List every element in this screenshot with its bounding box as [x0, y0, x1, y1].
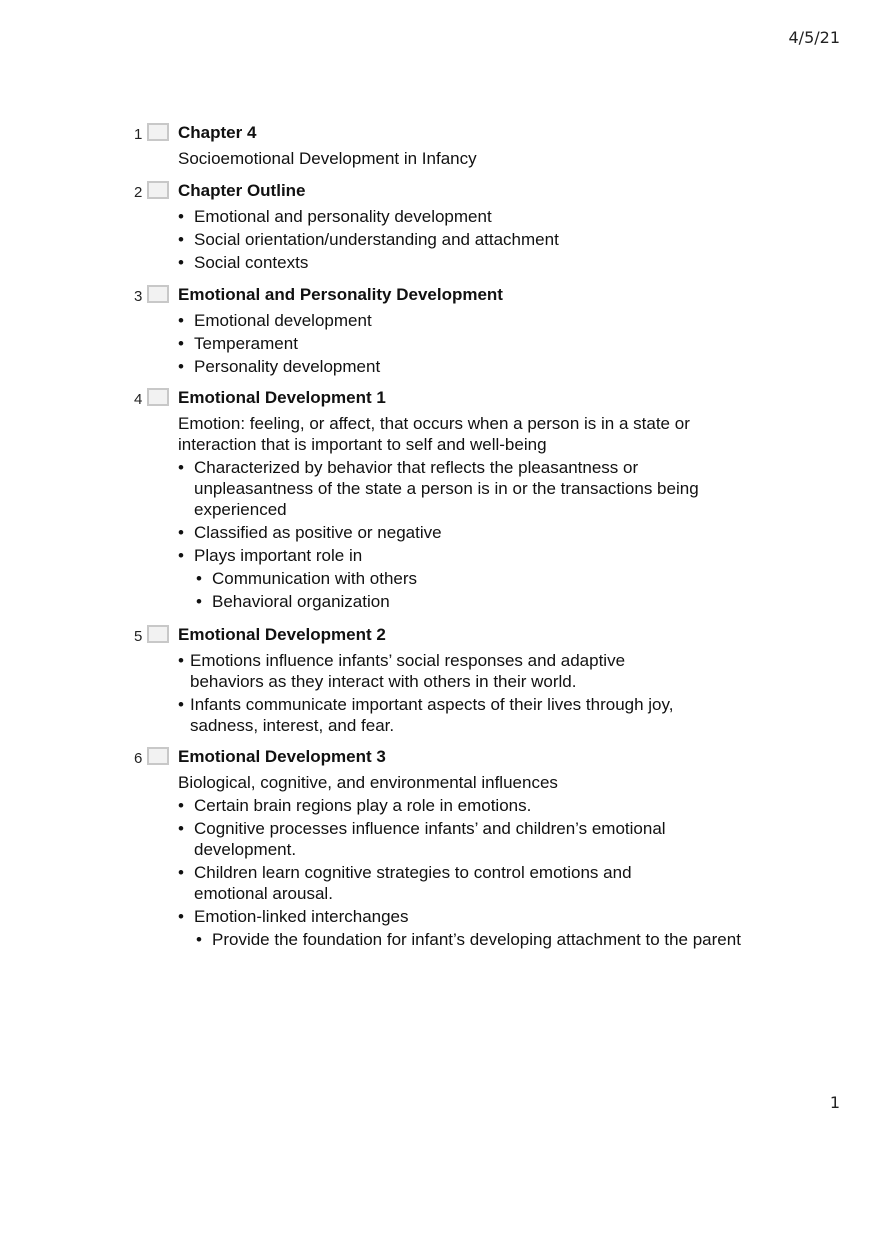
slide-number: 6: [134, 750, 143, 767]
slide-4: [134, 387, 774, 612]
slide-6: [134, 746, 774, 950]
sub-bullet-item: • Provide the foundation for infant’s developing attachment to the parent: [196, 929, 752, 950]
slide-number: 2: [134, 184, 143, 201]
slide-title: Chapter Outline: [178, 181, 306, 200]
slide-number: 4: [134, 391, 143, 408]
bullet-item: • Children learn cognitive strategies to control emotions and emotional arousal.: [178, 862, 694, 904]
slide-title: Chapter 4: [178, 123, 257, 142]
slide-1: [134, 122, 774, 169]
slide-intro: Emotion: feeling, or affect, that occurs when a person is in a state or interaction that is important to self and well-being: [178, 414, 690, 454]
bullet-item: • Personality development: [178, 356, 774, 377]
bullet-item: • Cognitive processes influence infants’ and children’s emotional development.: [178, 818, 734, 860]
bullet-item: • Emotional development: [178, 310, 774, 331]
page-number: 1: [829, 1093, 840, 1112]
bullet-item: • Temperament: [178, 333, 774, 354]
bullet-item: • Emotional and personality development: [178, 206, 774, 227]
slide-thumbnail-icon: [147, 625, 169, 643]
bullet-item: • Certain brain regions play a role in emotions.: [178, 795, 774, 816]
slide-title: Emotional Development 1: [178, 388, 386, 407]
slide-number: 3: [134, 288, 143, 305]
slide-2: [134, 180, 774, 273]
slide-thumbnail-icon: [147, 388, 169, 406]
bullet-item: • Emotions influence infants’ social responses and adaptive behaviors as they interact with others in their world.: [178, 650, 690, 692]
page-date: 4/5/21: [788, 28, 840, 47]
slide-5: [134, 624, 774, 736]
bullet-item: • Infants communicate important aspects of their lives through joy, sadness, interest, and fear.: [178, 694, 740, 736]
slide-title: Emotional Development 2: [178, 625, 386, 644]
slide-thumbnail-icon: [147, 285, 169, 303]
slide-thumbnail-icon: [147, 181, 169, 199]
slide-number: 1: [134, 126, 143, 143]
slide-thumbnail-icon: [147, 123, 169, 141]
bullet-item: • Emotion-linked interchanges: [178, 906, 774, 927]
sub-bullet-item: • Behavioral organization: [196, 591, 774, 612]
slide-title: Emotional Development 3: [178, 747, 386, 766]
bullet-item: • Characterized by behavior that reflects the pleasantness or unpleasantness of the state a person is in or the transactions being experienced: [178, 457, 704, 520]
bullet-item: • Plays important role in: [178, 545, 774, 566]
bullet-item: • Social orientation/understanding and attachment: [178, 229, 774, 250]
sub-bullet-item: • Communication with others: [196, 568, 774, 589]
bullet-item: • Classified as positive or negative: [178, 522, 774, 543]
slide-thumbnail-icon: [147, 747, 169, 765]
bullet-item: • Social contexts: [178, 252, 774, 273]
slide-number: 5: [134, 628, 143, 645]
slide-intro: Biological, cognitive, and environmental influences: [178, 773, 558, 792]
slide-3: [134, 284, 774, 377]
slide-title: Emotional and Personality Development: [178, 285, 503, 304]
slide-subtitle: Socioemotional Development in Infancy: [178, 149, 477, 168]
